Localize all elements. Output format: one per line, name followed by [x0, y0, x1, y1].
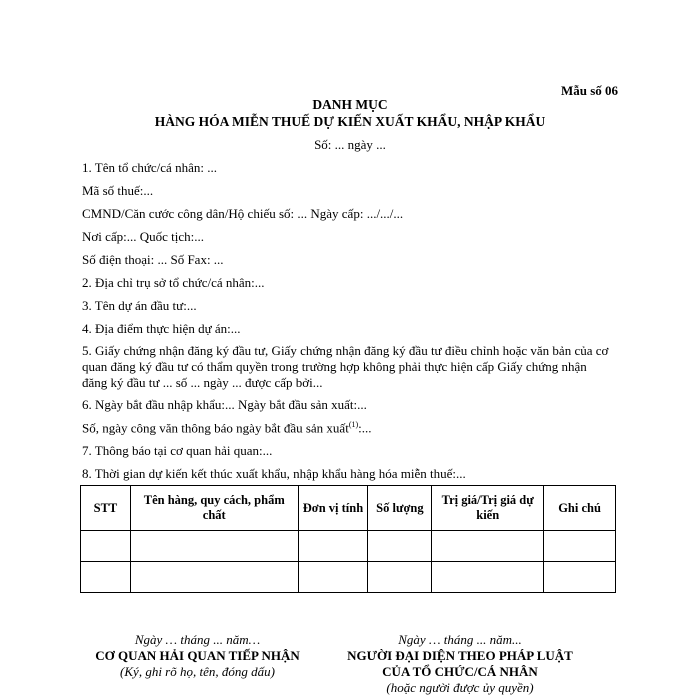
signature-org-right-line1: NGƯỜI ĐẠI DIỆN THEO PHÁP LUẬT	[347, 648, 573, 663]
table-cell	[368, 531, 432, 562]
table-cell	[81, 531, 131, 562]
field-tax-code: Mã số thuế:...	[82, 183, 154, 198]
field-org-name: 1. Tên tổ chức/cá nhân: ...	[82, 160, 217, 175]
header-item-name: Tên hàng, quy cách, phẩm chất	[130, 486, 298, 531]
field-issue-place: Nơi cấp:... Quốc tịch:...	[82, 229, 205, 244]
table-cell	[298, 531, 368, 562]
signature-note-right: (hoặc người được ủy quyền)	[386, 680, 534, 695]
document-subtitle: HÀNG HÓA MIỄN THUẾ DỰ KIẾN XUẤT KHẨU, NHẬP KHẨU	[154, 114, 546, 129]
table-row	[81, 531, 616, 562]
table-cell	[544, 531, 616, 562]
signature-date-right: Ngày … tháng ... năm...	[398, 632, 522, 647]
signature-date-left: Ngày … tháng ... năm…	[134, 632, 261, 647]
table-header-row	[81, 486, 616, 531]
footnote-marker: (1)	[348, 420, 359, 429]
table-cell	[544, 562, 616, 593]
field-project-location: 4. Địa điểm thực hiện dự án:...	[82, 321, 241, 336]
field-project-name: 3. Tên dự án đầu tư:...	[82, 298, 197, 313]
table-cell	[298, 562, 368, 593]
field-production-notice	[82, 420, 372, 436]
header-value: Trị giá/Trị giá dự kiến	[432, 486, 544, 531]
field-expected-end: 8. Thời gian dự kiến kết thúc xuất khẩu, nhập khẩu hàng hóa miễn thuế:...	[82, 466, 466, 481]
field-id-card: CMND/Căn cước công dân/Hộ chiếu số: ... Ngày cấp: .../.../...	[82, 206, 404, 221]
header-notes: Ghi chú	[544, 486, 616, 531]
document-title: DANH MỤC	[312, 97, 388, 112]
table-cell	[368, 562, 432, 593]
field-customs-office: 7. Thông báo tại cơ quan hải quan:...	[82, 443, 273, 458]
header-quantity: Số lượng	[368, 486, 432, 531]
document-number-date: Số: ... ngày ...	[314, 137, 386, 152]
header-unit: Đơn vị tính	[298, 486, 368, 531]
field-import-start: 6. Ngày bắt đầu nhập khẩu:... Ngày bắt đầu sản xuất:...	[82, 397, 367, 412]
goods-table	[80, 485, 616, 593]
signature-org-right-line2: CỦA TỔ CHỨC/CÁ NHÂN	[382, 664, 538, 679]
signature-block-representative	[330, 632, 590, 696]
table-row	[81, 562, 616, 593]
header-stt: STT	[81, 486, 131, 531]
table-cell	[432, 562, 544, 593]
table-cell	[130, 531, 298, 562]
table-cell	[130, 562, 298, 593]
signature-note-left: (Ký, ghi rõ họ, tên, đóng dấu)	[120, 664, 275, 679]
signature-block-customs	[75, 632, 320, 680]
notice-text: Số, ngày công văn thông báo ngày bắt đầu sản xuất	[82, 420, 349, 436]
signature-org-left: CƠ QUAN HẢI QUAN TIẾP NHẬN	[95, 648, 300, 663]
field-phone-fax: Số điện thoại: ... Số Fax: ...	[82, 252, 224, 267]
notice-suffix: :...	[358, 420, 372, 436]
field-certificate: 5. Giấy chứng nhận đăng ký đầu tư, Giấy chứng nhận đăng ký đầu tư điều chỉnh hoặc văn bản của cơ quan đăng ký đầu tư có thẩm quyền trong trường hợp không phải thực hiện cấp Giấy chứng nhận đăng ký đầu tư ... số ... ngày ... được cấp bởi...	[82, 343, 609, 390]
form-number: Mẫu số 06	[560, 83, 618, 98]
table-cell	[432, 531, 544, 562]
field-address: 2. Địa chỉ trụ sở tổ chức/cá nhân:...	[82, 275, 265, 290]
table-cell	[81, 562, 131, 593]
